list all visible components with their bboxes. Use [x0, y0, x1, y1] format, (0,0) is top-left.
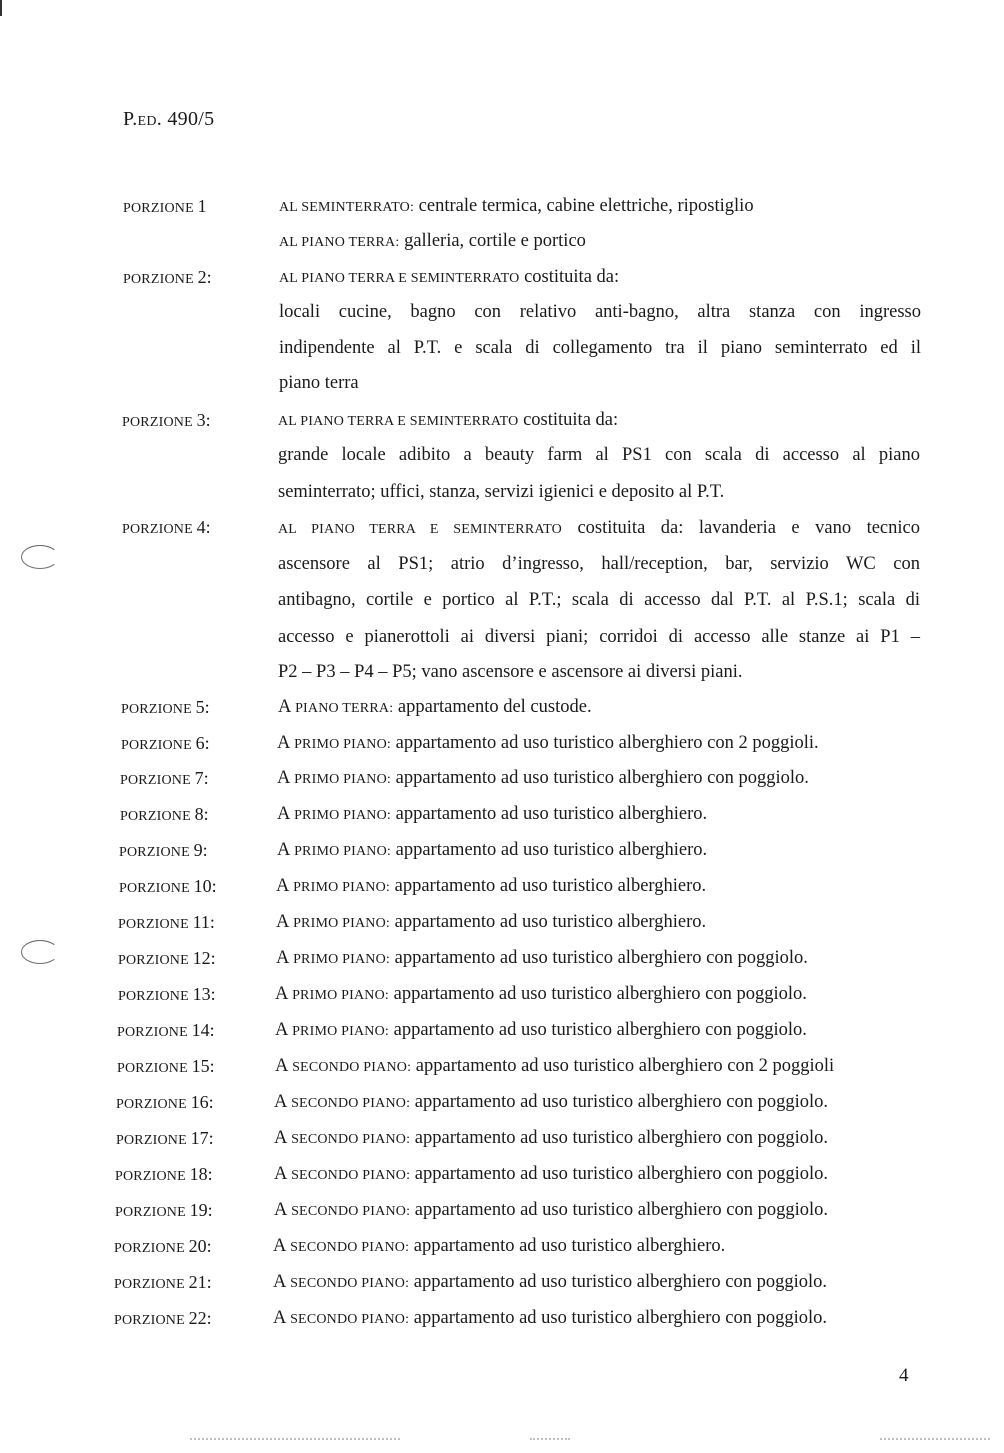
floor-initial: A [275, 1056, 289, 1076]
floor-heading: PRIMO PIANO: [289, 880, 390, 895]
portion-number: 17: [190, 1128, 214, 1148]
floor-initial: A [273, 1236, 287, 1256]
floor-initial: A [277, 804, 291, 824]
portion-description-line [278, 662, 742, 683]
portion-label [118, 912, 215, 933]
portion-label [117, 1056, 215, 1077]
portion-label-text: PORZIONE [116, 1097, 187, 1112]
portion-description-line [279, 338, 921, 359]
floor-initial: A [275, 1020, 289, 1040]
portion-number: 9: [193, 840, 208, 860]
portion-description-line [273, 1272, 827, 1293]
floor-initial: A [274, 1128, 288, 1148]
portion-description-line [279, 267, 619, 288]
portion-label [119, 840, 208, 861]
scan-artifact [880, 1438, 990, 1442]
portion-number: 4: [196, 517, 211, 537]
portion-label [123, 196, 207, 217]
description-text: appartamento ad uso turistico alberghiero. [390, 912, 707, 932]
portion-label-text: PORZIONE [115, 1169, 186, 1184]
portion-number: 12: [192, 948, 216, 968]
floor-heading: AL PIANO TERRA E SEMINTERRATO [278, 522, 562, 537]
portion-description-line [274, 1164, 828, 1185]
floor-heading: PRIMO PIANO: [290, 772, 391, 787]
floor-heading: SECONDO PIANO: [287, 1204, 411, 1219]
description-text: seminterrato; uffici, stanza, servizi igienici e deposito al P.T. [278, 482, 725, 502]
description-text: appartamento ad uso turistico alberghiero con poggiolo. [389, 1020, 807, 1040]
portion-number: 2: [197, 267, 212, 287]
portion-number: 3: [196, 410, 211, 430]
portion-description-line [273, 1236, 725, 1257]
portion-label [122, 517, 211, 538]
portion-label-text: PORZIONE [123, 201, 194, 216]
portion-label-text: PORZIONE [118, 989, 189, 1004]
floor-heading: AL PIANO TERRA E SEMINTERRATO [279, 271, 520, 286]
portion-label [118, 984, 216, 1005]
portion-label-text: PORZIONE [116, 1133, 187, 1148]
portion-description-line [276, 876, 706, 897]
description-text: costituita da: lavanderia e vano tecnico [561, 518, 920, 538]
portion-description-line [277, 733, 819, 754]
description-text: piano terra [279, 373, 359, 393]
portion-label-text: PORZIONE [114, 1313, 185, 1328]
floor-heading: AL PIANO TERRA: [279, 235, 400, 250]
floor-heading: PRIMO PIANO: [290, 737, 391, 752]
scan-artifact [530, 1438, 570, 1442]
portion-description-line [278, 627, 920, 648]
description-text: appartamento ad uso turistico alberghiero con poggiolo. [410, 1128, 829, 1148]
portion-label-text: PORZIONE [114, 1277, 185, 1292]
floor-heading: PRIMO PIANO: [289, 952, 390, 967]
portion-label-text: PORZIONE [117, 1025, 188, 1040]
portion-description-line [278, 554, 920, 575]
portion-label [117, 1020, 215, 1041]
portion-description-line [276, 948, 808, 969]
portion-label [116, 1128, 214, 1149]
floor-initial: A [278, 697, 292, 717]
description-text: appartamento ad uso turistico alberghiero con poggiolo. [390, 948, 808, 968]
description-text: appartamento ad uso turistico alberghiero. [390, 876, 707, 896]
portion-number: 7: [194, 768, 209, 788]
floor-initial: A [274, 1164, 288, 1184]
floor-initial: A [274, 1200, 288, 1220]
portion-description-line [278, 410, 618, 431]
portion-number: 20: [188, 1236, 212, 1256]
floor-heading: AL SEMINTERRATO: [279, 200, 415, 215]
floor-heading: SECONDO PIANO: [287, 1168, 411, 1183]
portion-label [121, 733, 210, 754]
floor-heading: SECONDO PIANO: [287, 1096, 411, 1111]
description-text: locali cucine, bagno con relativo anti-bagno, altra stanza con ingresso [279, 302, 921, 322]
floor-heading: PRIMO PIANO: [289, 916, 390, 931]
description-text: grande locale adibito a beauty farm al PS1 con scala di accesso al piano [278, 445, 920, 465]
portion-number: 21: [188, 1272, 212, 1292]
description-text: costituita da: [518, 410, 619, 430]
portion-description-line [275, 1056, 834, 1077]
floor-initial: A [273, 1272, 287, 1292]
portion-description-line [279, 231, 586, 252]
portion-label [121, 697, 210, 718]
title-suffix: . 490/5 [156, 108, 215, 130]
portion-label-text: PORZIONE [121, 738, 192, 753]
title-small-caps: ED [137, 114, 157, 129]
portion-description-line [277, 804, 707, 825]
portion-label-text: PORZIONE [115, 1205, 186, 1220]
floor-heading: PRIMO PIANO: [288, 1024, 389, 1039]
portion-number: 16: [190, 1092, 214, 1112]
floor-heading: SECONDO PIANO: [286, 1312, 410, 1327]
floor-heading: PRIMO PIANO: [290, 808, 391, 823]
floor-heading: SECONDO PIANO: [286, 1276, 410, 1291]
description-text: appartamento ad uso turistico alberghiero con poggiolo. [410, 1164, 829, 1184]
portion-number: 15: [191, 1056, 215, 1076]
floor-initial: A [276, 948, 290, 968]
portion-label [114, 1272, 212, 1293]
portion-description-line [278, 518, 920, 539]
description-text: P2 – P3 – P4 – P5; vano ascensore e ascensore ai diversi piani. [278, 662, 743, 682]
floor-initial: A [276, 912, 290, 932]
portion-number: 6: [195, 733, 210, 753]
portion-description-line [274, 1200, 828, 1221]
floor-initial: A [273, 1308, 287, 1328]
description-text: ascensore al PS1; atrio d’ingresso, hall/reception, bar, servizio WC con [278, 554, 920, 574]
floor-heading: SECONDO PIANO: [286, 1240, 410, 1255]
portion-description-line [279, 196, 754, 217]
portion-label-text: PORZIONE [120, 773, 191, 788]
description-text: appartamento ad uso turistico alberghiero. [391, 804, 708, 824]
page-number: 4 [899, 1365, 909, 1386]
portion-label [120, 804, 209, 825]
portion-number: 1 [197, 196, 207, 216]
floor-initial: A [277, 733, 291, 753]
portion-description-line [279, 373, 359, 394]
portion-label-text: PORZIONE [121, 702, 192, 717]
description-text: appartamento del custode. [393, 697, 592, 717]
portion-description-line [274, 1128, 828, 1149]
portion-label [119, 876, 217, 897]
title-prefix: P. [123, 108, 138, 130]
floor-heading: SECONDO PIANO: [287, 1132, 411, 1147]
portion-label [122, 410, 211, 431]
portion-number: 18: [189, 1164, 213, 1184]
portion-number: 11: [192, 912, 215, 932]
description-text: indipendente al P.T. e scala di collegamento tra il piano seminterrato ed il [279, 338, 921, 358]
floor-initial: A [275, 984, 289, 1004]
portion-label-text: PORZIONE [118, 917, 189, 932]
description-text: appartamento ad uso turistico alberghiero con poggiolo. [391, 768, 809, 788]
portion-label [115, 1200, 213, 1221]
floor-heading: AL PIANO TERRA E SEMINTERRATO [278, 414, 519, 429]
floor-initial: A [277, 840, 291, 860]
description-text: appartamento ad uso turistico alberghiero con poggiolo. [409, 1308, 828, 1328]
portion-description-line [273, 1308, 827, 1329]
portion-number: 14: [191, 1020, 215, 1040]
description-text: centrale termica, cabine elettriche, ripostiglio [414, 196, 754, 216]
floor-heading: PIANO TERRA: [291, 701, 394, 716]
portion-label-text: PORZIONE [122, 522, 193, 537]
portion-label-text: PORZIONE [119, 881, 190, 896]
portion-label [114, 1236, 212, 1257]
portion-description-line [278, 697, 592, 718]
portion-description-line [278, 445, 920, 466]
portion-number: 19: [189, 1200, 213, 1220]
portion-description-line [275, 1020, 807, 1041]
portion-label [114, 1308, 212, 1329]
description-text: appartamento ad uso turistico alberghiero con poggiolo. [410, 1200, 829, 1220]
portion-description-line [275, 984, 807, 1005]
portion-description-line [276, 912, 706, 933]
description-text: appartamento ad uso turistico alberghiero con poggiolo. [410, 1092, 829, 1112]
portion-label [123, 267, 212, 288]
portion-label-text: PORZIONE [123, 272, 194, 287]
floor-initial: A [276, 876, 290, 896]
portion-label-text: PORZIONE [118, 953, 189, 968]
description-text: appartamento ad uso turistico alberghiero con 2 poggioli [411, 1056, 835, 1076]
floor-heading: PRIMO PIANO: [288, 988, 389, 1003]
description-text: accesso e pianerottoli ai diversi piani; corridoi di accesso alle stanze ai P1 – [278, 627, 920, 647]
description-text: galleria, cortile e portico [399, 231, 586, 251]
portion-number: 5: [195, 697, 210, 717]
description-text: appartamento ad uso turistico alberghiero con poggiolo. [409, 1272, 828, 1292]
portion-number: 10: [193, 876, 217, 896]
description-text: appartamento ad uso turistico alberghiero. [391, 840, 708, 860]
portion-description-line [274, 1092, 828, 1113]
portion-description-line [278, 482, 724, 503]
description-text: costituita da: [519, 267, 620, 287]
floor-initial: A [274, 1092, 288, 1112]
portion-number: 13: [192, 984, 216, 1004]
portion-number: 22: [188, 1308, 212, 1328]
description-text: appartamento ad uso turistico alberghiero. [409, 1236, 726, 1256]
floor-heading: PRIMO PIANO: [290, 844, 391, 859]
portion-description-line [277, 840, 707, 861]
description-text: antibagno, cortile e portico al P.T.; scala di accesso dal P.T. al P.S.1; scala di [278, 590, 920, 610]
portion-label-text: PORZIONE [114, 1241, 185, 1256]
portion-label-text: PORZIONE [122, 415, 193, 430]
scan-artifact [190, 1438, 400, 1442]
portion-label [115, 1164, 213, 1185]
portion-label-text: PORZIONE [119, 845, 190, 860]
portion-description-line [277, 768, 809, 789]
portion-label [116, 1092, 214, 1113]
portion-label-text: PORZIONE [117, 1061, 188, 1076]
portion-label [120, 768, 209, 789]
portion-description-line [279, 302, 921, 323]
floor-initial: A [277, 768, 291, 788]
portion-number: 8: [194, 804, 209, 824]
portion-label-text: PORZIONE [120, 809, 191, 824]
floor-heading: SECONDO PIANO: [288, 1060, 412, 1075]
description-text: appartamento ad uso turistico alberghiero con 2 poggioli. [391, 733, 819, 753]
description-text: appartamento ad uso turistico alberghiero con poggiolo. [389, 984, 807, 1004]
portion-description-line [278, 590, 920, 611]
portion-label [118, 948, 216, 969]
